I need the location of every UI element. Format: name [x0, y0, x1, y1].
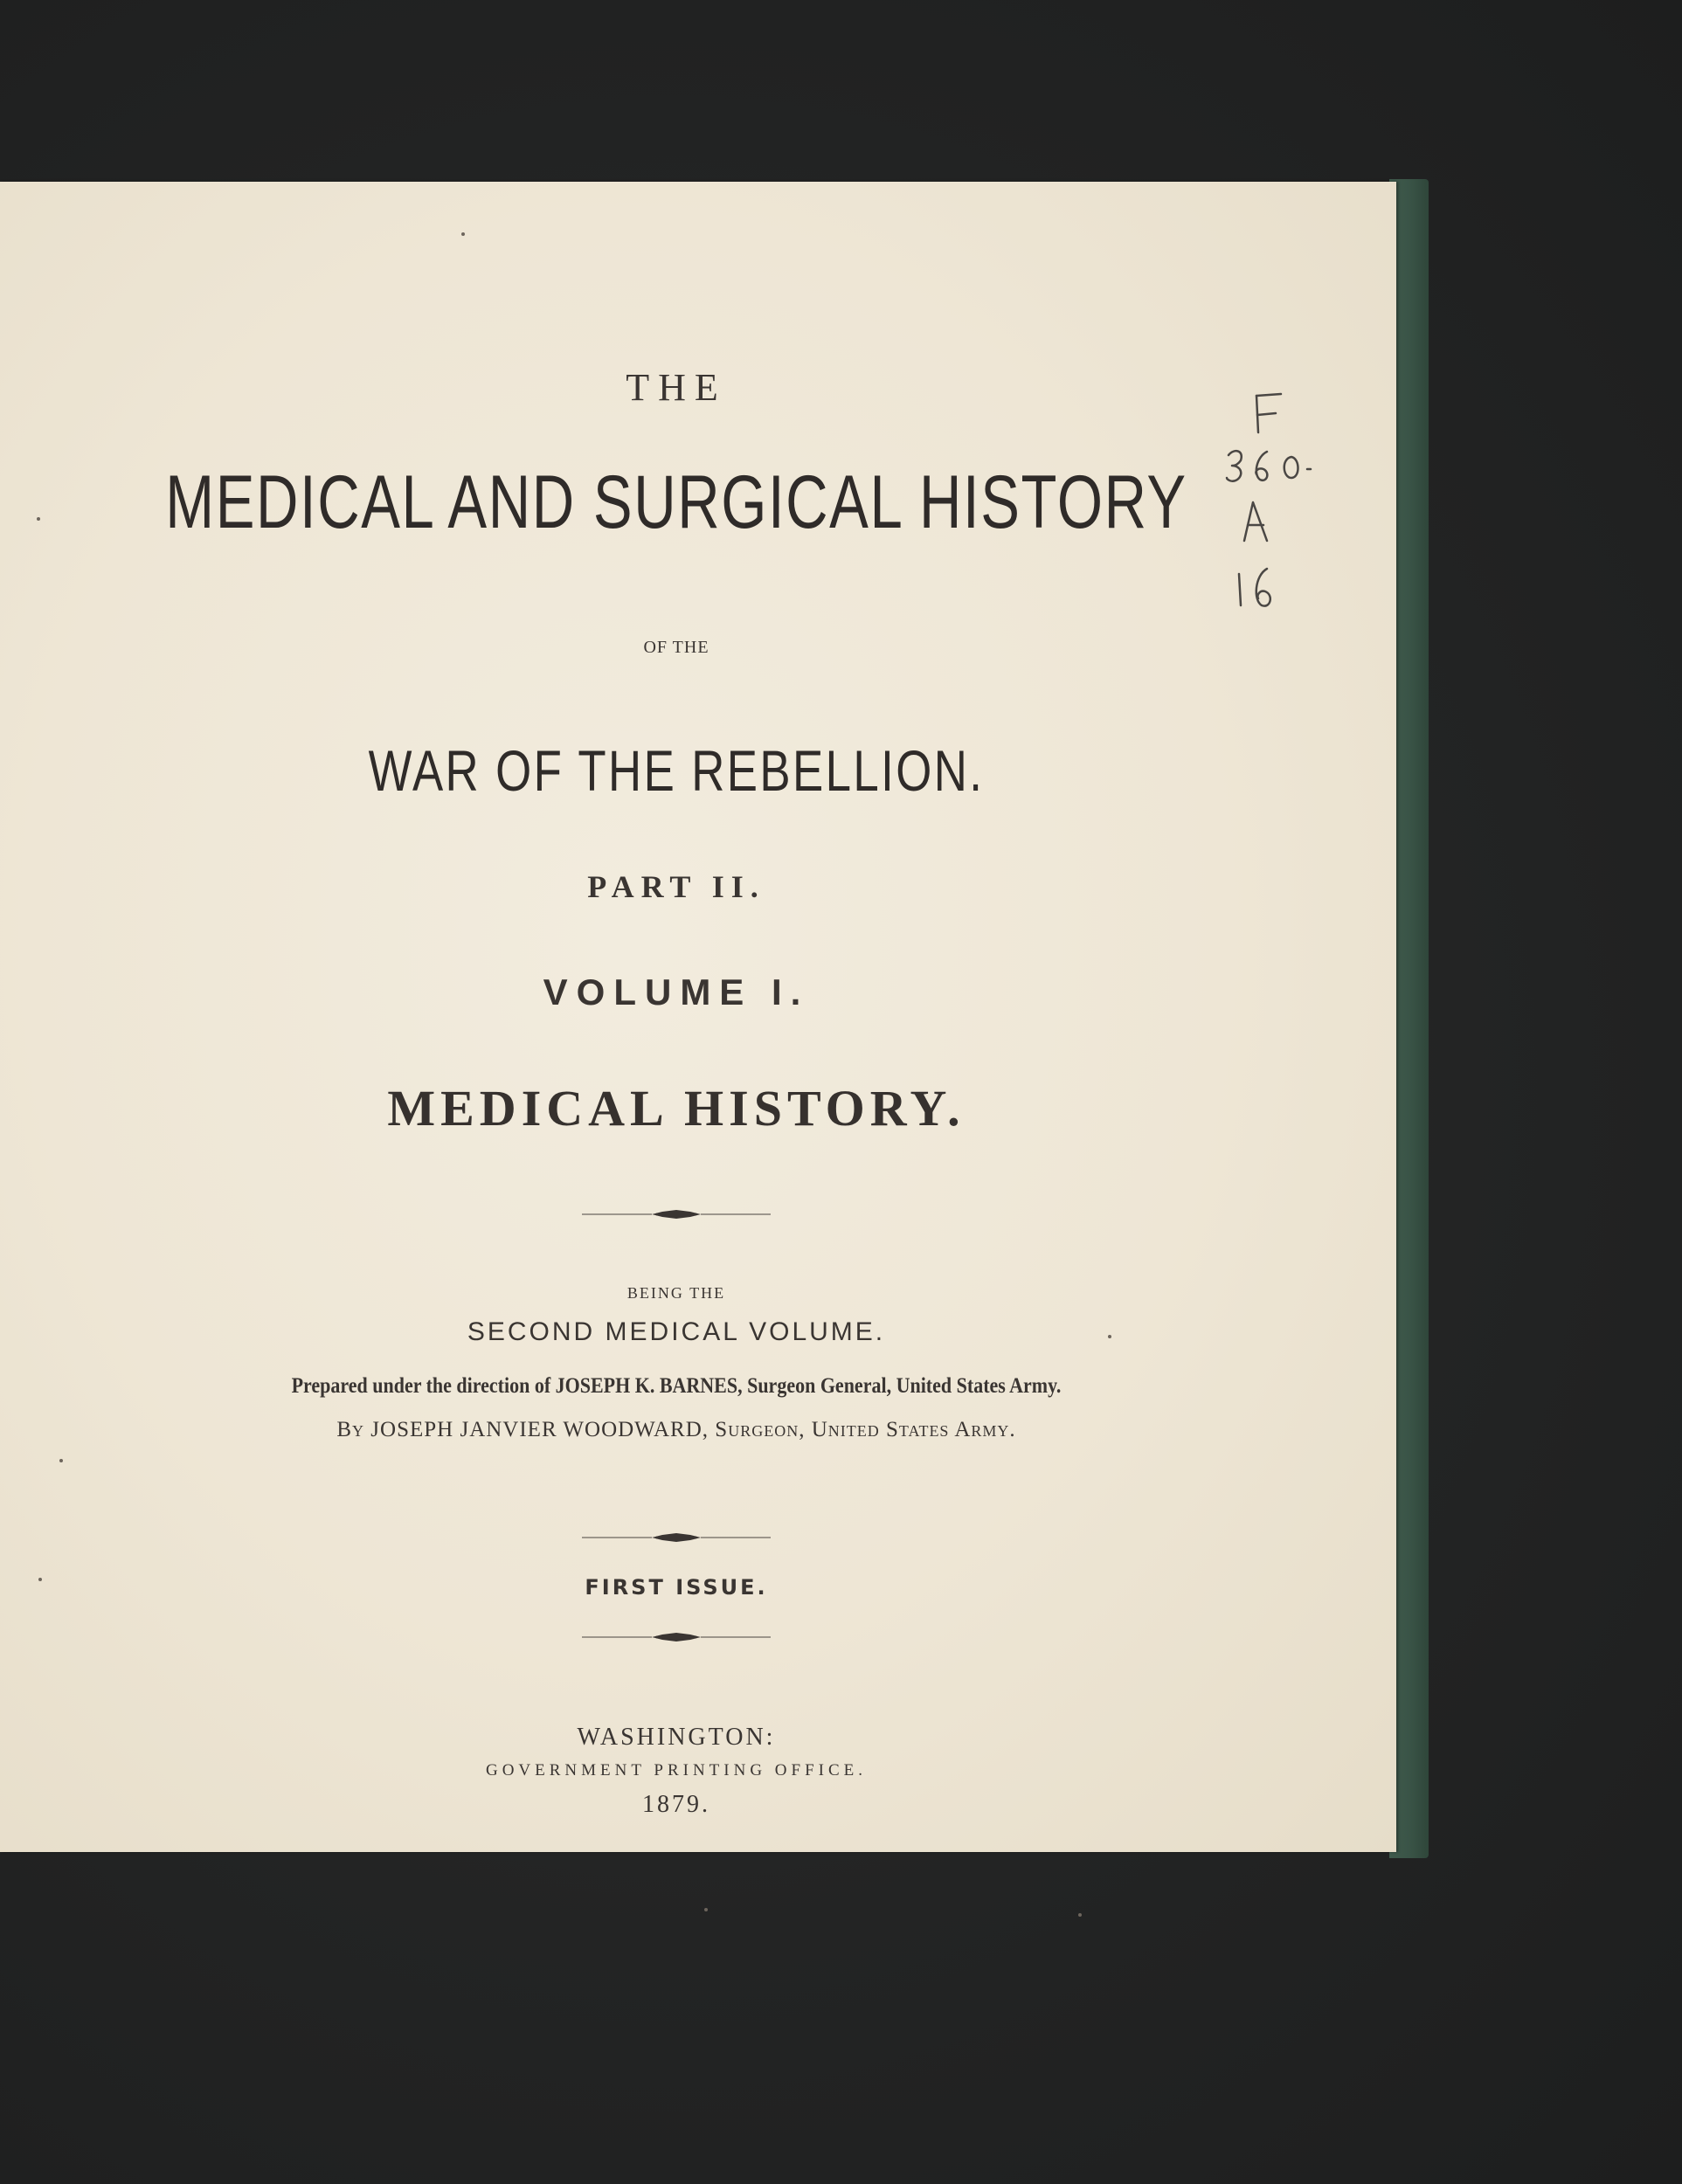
main-title: MEDICAL AND SURGICAL HISTORY — [165, 460, 1187, 544]
title-page — [0, 182, 1396, 1852]
handwritten-call-number — [1222, 387, 1344, 614]
author-rank: Surgeon, United States Army. — [715, 1418, 1016, 1441]
paper-speck — [59, 1459, 63, 1462]
paper-speck — [38, 1578, 42, 1581]
prepared-under-line: Prepared under the direction of JOSEPH K. BARNES, Surgeon General, United States Army. — [291, 1374, 1062, 1398]
paper-speck — [704, 1908, 708, 1911]
paper-speck — [37, 517, 40, 521]
imprint-place: WASHINGTON: — [577, 1724, 776, 1751]
ornamental-rule — [582, 1631, 771, 1643]
paper-speck — [1108, 1335, 1111, 1338]
being-the-label: BEING THE — [626, 1284, 726, 1302]
imprint-year: 1879. — [642, 1791, 710, 1818]
paper-speck — [1078, 1913, 1082, 1917]
author-name: JOSEPH JANVIER WOODWARD, — [370, 1418, 709, 1441]
author-by: By — [336, 1418, 365, 1441]
volume-label: VOLUME I. — [543, 971, 810, 1013]
ornamental-rule — [582, 1531, 771, 1544]
title-the: THE — [626, 366, 727, 409]
part-label: PART II. — [587, 869, 765, 904]
author-line — [0, 1418, 1353, 1442]
paper-speck — [461, 232, 465, 236]
second-volume-label: SECOND MEDICAL VOLUME. — [467, 1317, 886, 1346]
issue-label: FIRST ISSUE. — [585, 1575, 768, 1600]
ornamental-rule — [582, 1208, 771, 1220]
war-title: WAR OF THE REBELLION. — [368, 738, 985, 803]
title-of-the: OF THE — [643, 638, 709, 657]
imprint-publisher: GOVERNMENT PRINTING OFFICE. — [485, 1761, 868, 1780]
section-title: MEDICAL HISTORY. — [387, 1080, 966, 1137]
